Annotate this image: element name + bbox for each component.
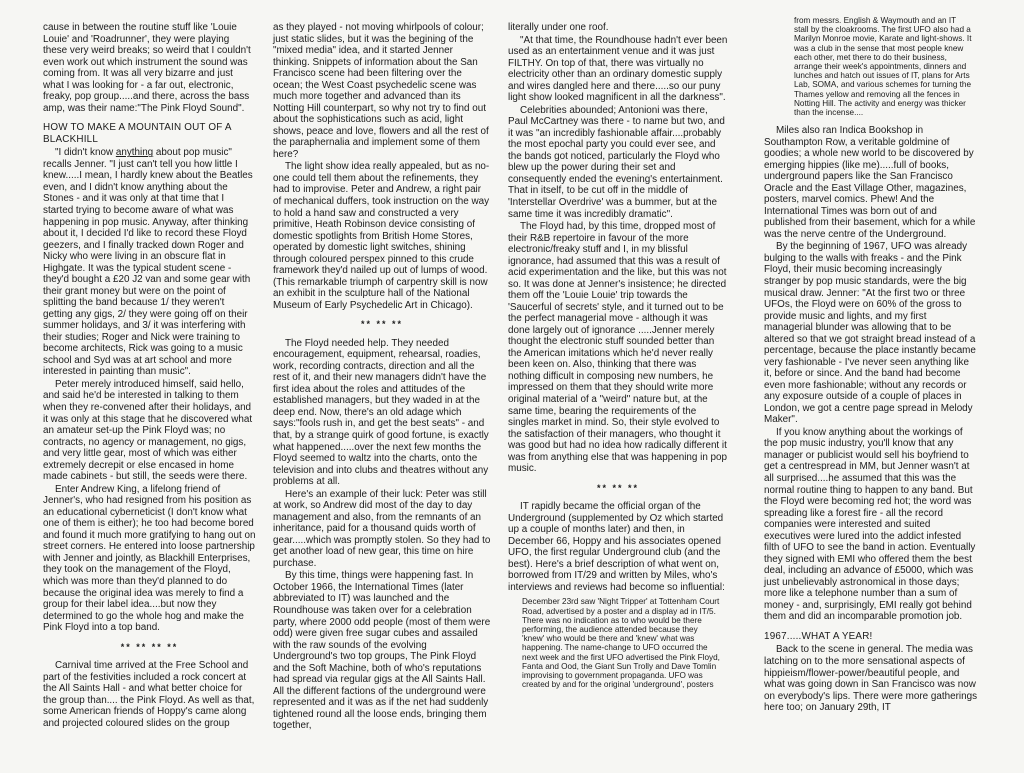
quoted-excerpt: December 23rd saw 'Night Tripper' at Tottenham Court Road, advertised by a poster and a display ad in IT/5. There was no indication as to who would be there performing, the audience attended because they 'knew' who would be there and 'knew' what was happening. The name-change to UFO occurred the next week and the first UFO advertised the Pink Floyd, Fanta and Ood, the Giant Sun Trolly and Dave Tomlin improvising to government propaganda. UFO was created by and for the original 'underground', posters <box>522 597 720 690</box>
paragraph: If you know anything about the workings of the pop music industry, you'll know that any manager or publicist would sell his boyfriend to get a centrespread in MM, but Jenner wasn't at all surprised....he assumed that this was the normal routine thing to happen to any band. But the Floyd were becoming red hot; the word was spreading like a forest fire - all the record companies were interested and suited executives were lured into the addict infested filth of UFO to see the band in action. Eventually they signed with EMI who offered them the best deal, including an advance of £5000, which was just unbelievably astronomical in those days; more like a telephone number than a sum of money - and, surprisingly, EMI really got behind them and did an incomparable promotion job. <box>764 426 976 623</box>
column-3 <box>508 22 728 767</box>
section-heading: HOW TO MAKE A MOUNTAIN OUT OF A BLACKHILL <box>43 122 232 145</box>
column-1 <box>43 22 256 767</box>
section-separator: ** ** ** ** <box>120 641 179 652</box>
column-2 <box>273 22 491 767</box>
text-run: about pop music" recalls Jenner. "I just can't tell you how little I knew.....I mean, I hardly knew about the Beatles even, and I didn't know anything about the Stones - and it was only at that time that I started trying to become aware of what was happening in pop music. Anyway, after thinking about it, I decided I'd like to record these Floyd geezers, and I finally tracked down Roger and Nicky who were living in an obscure flat in Highgate. It was the typical student scene - they'd bought a £20 J2 van and some gear with their grant money but were on the point of splitting the band because 1/ they weren't getting any gigs, 2/ they were going off on their summer holidays, and 3/ it was interfering with their studies; Roger and Nick were training to become architects, Rick was going to a music school and Syd was at art school and more interested in painting than music". <box>43 147 253 378</box>
paragraph: IT rapidly became the official organ of the Underground (supplemented by Oz which started up a couple of months later) and then, in December 66, Hoppy and his associates opened UFO, the first regular Underground club (and the best). Here's a brief description of what went on, borrowed from IT/29 and written by Miles, who's interviews and reviews had become so influential: <box>508 501 725 593</box>
paragraph: Carnival time arrived at the Free School and part of the festivities included a rock concert at the All Saints Hall - and what better choice for the group than.... the Pink Floyd. As well as that, some American friends of Hoppy's came along and projected coloured slides on the group <box>43 660 255 729</box>
paragraph: Enter Andrew King, a lifelong friend of Jenner's, who had resigned from his position as an educational cyberneticist (I don't know what one of them is either); he too had become bored and found it much more gratifying to hang out on street corners. He entered into loose partnership with Jenner and jointly, as Blackhill Enterprises, they took on the management of the Floyd, which was more than they'd planned to do because the original idea was merely to find a group for their label idea....but now they determined to go the whole hog and make the Pink Floyd into a top band. <box>43 483 256 634</box>
column-4 <box>764 16 978 767</box>
text-run: "I didn't know <box>55 147 116 159</box>
section-heading: 1967.....WHAT A YEAR! <box>764 630 873 642</box>
paragraph: Here's an example of their luck: Peter was still at work, so Andrew did most of the day to day management and also, from the remnants of an inheritance, paid for a thousand quids worth of gear.....which was promptly stolen. So they had to get another load of new gear, this time on hire purchase. <box>273 488 491 569</box>
section-separator: ** ** ** <box>360 319 403 330</box>
paragraph <box>43 147 256 378</box>
paragraph: cause in between the routine stuff like 'Louie Louie' and 'Roadrunner', they were playing these very weird breaks; so weird that I couldn't even work out which instrument the sound was coming from. It was all very bizarre and just what I was looking for - a far out, electronic, freaky, pop group.....and there, across the bass amp, was their name:"The Pink Floyd Sound". <box>43 22 251 114</box>
paragraph: By this time, things were happening fast. In October 1966, the International Times (later abbreviated to IT) was launched and the Roundhouse was taken over for a celebration party, where 2000 odd people (most of them were odd) were given free sugar cubes and assailed with the raw sounds of the evolving Underground's two top groups, The Pink Floyd and the Soft Machine, both of who's reputations had spread via regular gigs at the All Saints Hall. All the different factions of the underground were represented and it was as if the net had suddenly tightened round all the loose ends, bringing them together, <box>273 570 491 732</box>
paragraph: "At that time, the Roundhouse hadn't ever been used as an entertainment venue and it was just FILTHY. On top of that, there was virtually no electricity other than an ordinary domestic supply and wires dangled here and there.....so our puny light show looked magnificent in all the darkness". <box>508 34 728 104</box>
quoted-excerpt: from messrs. English & Waymouth and an IT stall by the cloakrooms. The first UFO also had a Marilyn Monroe movie, Karate and light-shows. It was a club in the sense that most people knew each other, met there to do their business, arrange their week's appointments, dinners and lunches and hatch out issues of IT, plans for Arts Lab, SOMA, and various schemes for turning the Thames yellow and removing all the fences in Notting Hill. The activity and energy was thicker than the incense.... <box>794 16 972 117</box>
paragraph: The light show idea really appealed, but as no-one could tell them about the refinements, they had to improvise. Peter and Andrew, a right pair of mechanical duffers, took instruction on the way to hold a hand saw and constructed a very primitive, Heath Robinson device consisting of domestic spotlights from British Home Stores, operated by domestic light switches, shining through coloured perspex pinned to this crude framework they'd nailed up out of lumps of wood. (This remarkable triumph of carpentry skill is now an exhibit in the sculpture hall of the National Museum of Early Psychedelic Art in Chicago). <box>273 161 490 311</box>
paragraph: Back to the scene in general. The media was latching on to the more sensational aspects of hippieism/flower-power/beautiful people, and what was going down in San Francisco was now on everybody's lips. There were more gatherings here too; on January 29th, IT <box>764 644 978 714</box>
paragraph: Celebrities abounded; Antonioni was there, Paul McCartney was there - to name but two, and it was "an incredibly fashionable affair....probably the most epochal party you could ever see, and the bands got noticed, particularly the Floyd who blew up the power during their set and consequently ended the evening's entertainment. That in itself, to be cut off in the middle of 'Interstellar Overdrive' was a bummer, but at the same time it was incredibly dramatic". <box>508 104 725 220</box>
paragraph: By the beginning of 1967, UFO was already bulging to the walls with freaks - and the Pink Floyd, their music becoming increasingly stranger by pop music standards, were the big musical draw. Jenner: "At the first two or three UFOs, the Floyd were on 60% of the gross to provide music and lights, and my first managerial blunder was allowing that to be altered so that we got straight bread instead of a percentage, because the place instantly became very fashionable - I've never seen anything like it, before or since. And the band had become even more fashionable; without any records or any exposure outside of a couple of places in London, we got a centre page spread in Melody Maker". <box>764 241 976 426</box>
paragraph: The Floyd had, by this time, dropped most of their R&B repertoire in favour of the more electronic/freaky stuff and I, in my blissful ignorance, had assumed that this was a result of acid experimentation and the like, but this was not so. It was done at Jenner's insistence; he directed them off the 'Louie Louie' trip towards the 'Saucerful of secrets' style, and it turned out to be the perfect managerial move - although it was done largely out of ignorance .....Jenner merely thought the electronic stuff sounded better than the American imitations which he'd never really been keen on. Also, thinking that there was nothing difficult in composing new numbers, he impressed on them that they should write more original material of a "weird" nature but, at the same time, bearing the requirements of the singles market in mind. So, their style evolved to the satisfaction of their managers, who thought it was good but had no idea how radically different it was from anything else that was happening in pop music. <box>508 221 728 475</box>
underlined-word: anything <box>115 147 154 159</box>
section-separator: ** ** ** <box>596 482 639 493</box>
paragraph: Peter merely introduced himself, said hello, and said he'd be interested in talking to them when they re-convened after their holidays, and it was only at this stage that he discovered what an amateur set-up the Pink Floyd was; no contracts, no agency or management, no gigs, and very little gear, most of which was either extremely decrepit or else encased in home made cabinets - but still, the seeds were there. <box>43 378 253 483</box>
paragraph: Miles also ran Indica Bookshop in Southampton Row, a veritable goldmine of goodies; a whole new world to be discovered by emerging hippies (like me).....full of books, underground papers like the San Francisco Oracle and the East Village Other, magazines, posters, marvel comics. Phew! And the International Times was born out of and published from their basement, which for a while was the nerve centre of the Underground. <box>764 125 976 240</box>
paragraph: The Floyd needed help. They needed encouragement, equipment, rehearsal, roadies, work, recording contracts, direction and all the rest of it, and their new managers didn't have the first idea about the roles and attitudes of the established managers, but they waded in at the deep end. Now, there's an old adage which says:"fools rush in, and get the best seats" - and that, by a strange quirk of good fortune, is exactly what happened.....over the next few months the Floyd seemed to waltz into the charts, onto the television and into clubs and theatres without any problems at all. <box>273 337 489 488</box>
paragraph: literally under one roof. <box>508 22 609 33</box>
paragraph: as they played - not moving whirlpools of colour; just static slides, but it was the begining of the "mixed media" idea, and it started Jenner thinking. Snippets of information about the San Francisco scene had been filtering over the ocean; the West Coast psychedelic scene was much more together and advanced than its Notting Hill counterpart, so why not try to find out about the sophistications such as acid, light shows, peace and love, flowers and all the rest of the paraphernalia and implement some of them here? <box>273 22 489 160</box>
